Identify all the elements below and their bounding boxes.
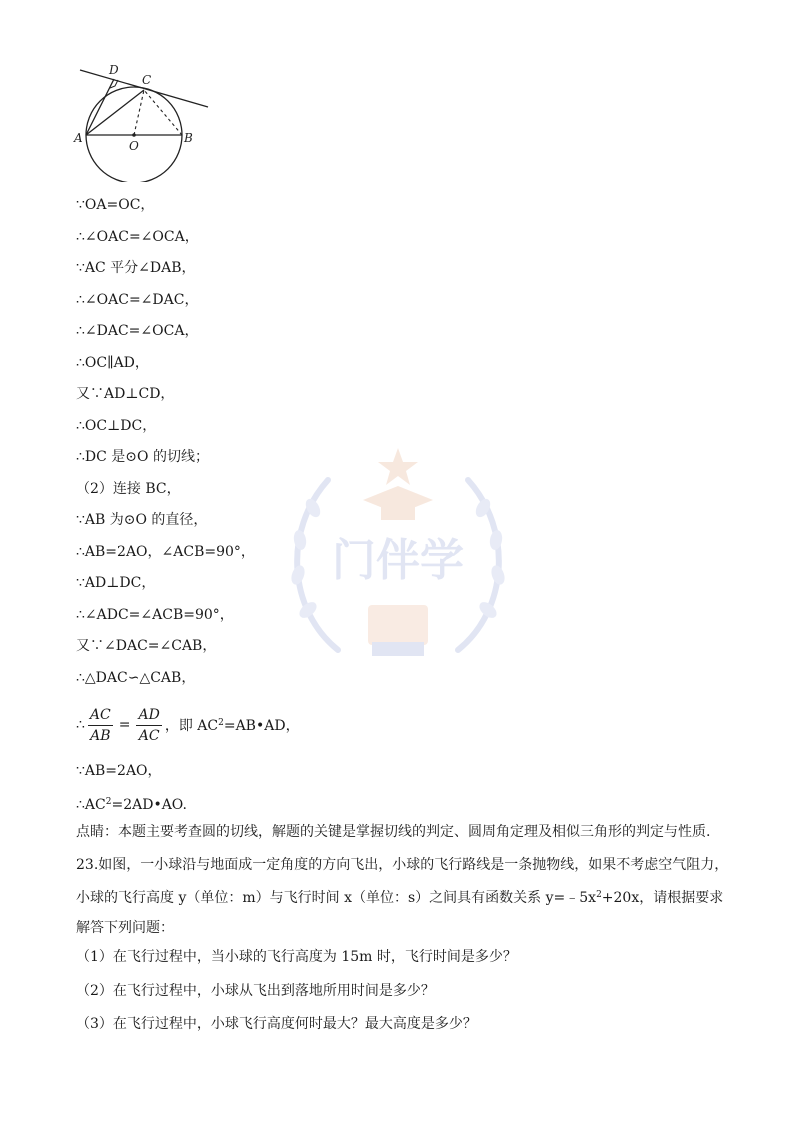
label-o: O <box>129 139 139 153</box>
fraction-left-denominator: AB <box>90 727 111 744</box>
proof-line: ∴△DAC∽△CAB， <box>76 670 196 686</box>
fraction-right <box>136 707 161 744</box>
fraction-equation <box>76 702 300 748</box>
circle-tangent-figure <box>72 62 217 182</box>
fraction-left <box>88 707 113 744</box>
fraction-right-denominator: AC <box>138 727 160 744</box>
question-3: （3）在飞行过程中，小球飞行高度何时最大？最大高度是多少？ <box>76 1016 477 1032</box>
proof-line: ∵AB 为⊙O 的直径， <box>76 512 208 528</box>
proof-line: ∵AB=2AO， <box>76 763 162 779</box>
proof-line: ∴∠DAC=∠OCA， <box>76 323 199 339</box>
proof-line: ∴∠OAC=∠OCA， <box>76 229 199 245</box>
proof-line: ∴OC∥AD， <box>76 355 149 371</box>
label-b: B <box>184 131 193 145</box>
proof-line: 又∵∠DAC=∠CAB， <box>76 638 217 654</box>
question-2: （2）在飞行过程中，小球从飞出到落地所用时间是多少？ <box>76 983 435 999</box>
equals-sign: = <box>118 717 131 733</box>
fraction-result <box>165 715 300 735</box>
proof-line: ∴∠OAC=∠DAC， <box>76 292 199 308</box>
fraction-left-numerator: AC <box>88 707 113 726</box>
proof-line: （2）连接 BC， <box>76 481 181 497</box>
fraction-result-a: ，即 AC <box>164 718 219 734</box>
proof-line: ∴OC⊥DC， <box>76 418 157 434</box>
problem-23-intro-a: 23.如图，一小球沿与地面成一定角度的方向飞出，小球的飞行路线是一条抛物线，如果不考虑空气阻力，小球的飞行高度 y（单位：m）与飞行时间 x（单位：s）之间具有函数关系 y=﹣5x <box>76 857 729 906</box>
therefore-symbol: ∴ <box>76 717 85 733</box>
superscript: 2 <box>596 890 602 900</box>
question-1: （1）在飞行过程中，当小球的飞行高度为 15m 时，飞行时间是多少？ <box>76 949 517 965</box>
proof-line: ∴DC 是⊙O 的切线； <box>76 449 209 465</box>
label-a: A <box>74 131 83 145</box>
final-step <box>76 793 187 814</box>
fraction-right-numerator: AD <box>136 707 161 726</box>
proof-line: ∵AC 平分∠DAB， <box>76 260 196 276</box>
problem-23-intro <box>76 850 736 943</box>
problem-23-intro-b: +20x，请根据要求解答下列问题： <box>76 890 724 936</box>
label-c: C <box>142 73 152 87</box>
fraction-result-b: =AB•AD， <box>223 718 300 734</box>
proof-line: 又∵AD⊥CD， <box>76 386 175 402</box>
watermark-text: 门伴学 <box>332 535 464 586</box>
superscript: 2 <box>105 797 112 807</box>
label-d: D <box>109 63 119 77</box>
proof-line: ∴∠ADC=∠ACB=90°， <box>76 607 234 623</box>
final-step-b: =2AD•AO. <box>111 797 187 813</box>
superscript: 2 <box>218 718 224 728</box>
final-step-a: ∴AC <box>76 797 106 813</box>
proof-line: ∵AD⊥DC， <box>76 575 156 591</box>
proof-line: ∴AB=2AO，∠ACB=90°， <box>76 544 255 560</box>
comment-note: 点睛：本题主要考查圆的切线，解题的关键是掌握切线的判定、圆周角定理及相似三角形的判定与性质. <box>76 824 711 840</box>
watermark-logo <box>268 440 528 700</box>
proof-line: ∵OA=OC， <box>76 197 155 213</box>
